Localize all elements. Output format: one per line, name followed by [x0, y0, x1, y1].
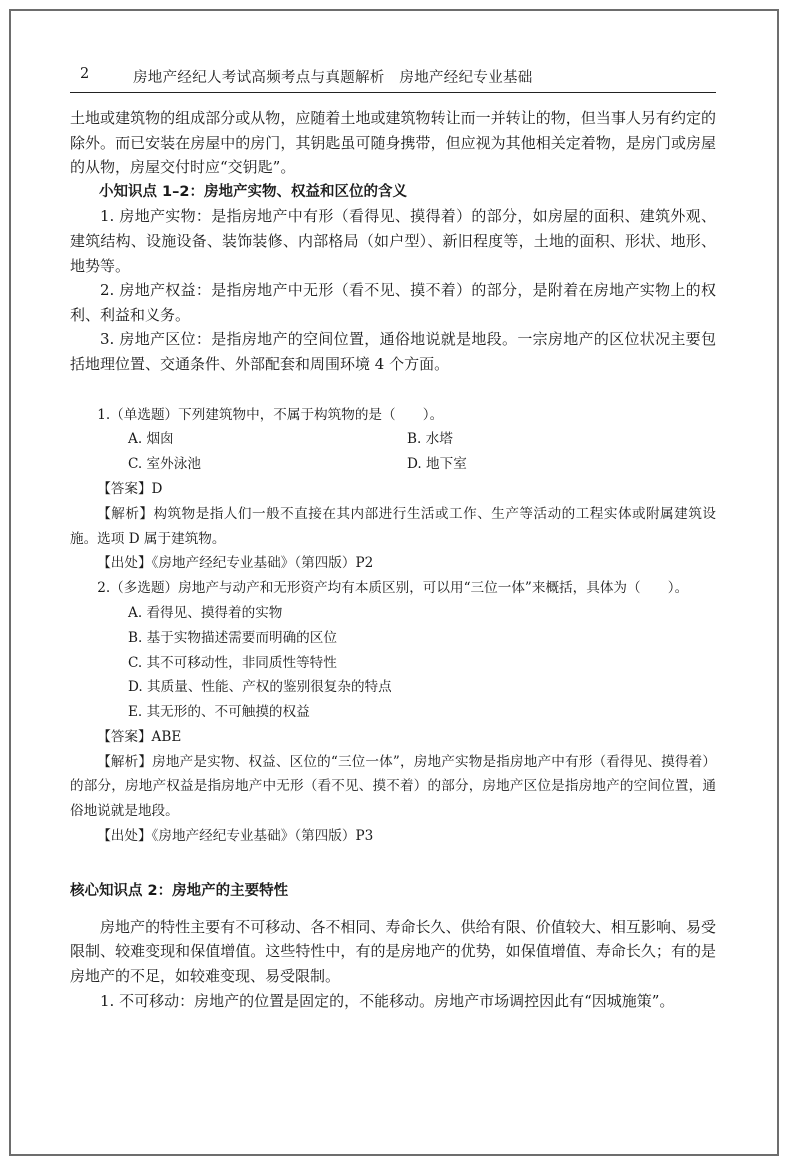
- core-point-heading: 核心知识点 2：房地产的主要特性: [70, 882, 289, 899]
- option-a: A. 看得见、摸得着的实物: [128, 604, 283, 621]
- source-line: 【出处】《房地产经纪专业基础》（第四版）P3: [97, 828, 374, 845]
- page-content: [70, 106, 716, 1013]
- page-number: 2: [80, 66, 90, 82]
- subpoint-item-3: 3. 房地产区位：是指房地产的空间位置，通俗地说就是地段。一宗房地产的区位状况主要包括地理位置、交通条件、外部配套和周围环境 4 个方面。: [70, 330, 716, 373]
- core-point-item-1: 1. 不可移动：房地产的位置是固定的，不能移动。房地产市场调控因此有“因城施策”。: [100, 991, 675, 1010]
- core-point-paragraph: 房地产的特性主要有不可移动、各不相同、寿命长久、供给有限、价值较大、相互影响、易受限制、较难变现和保值增值。这些特性中，有的是房地产的优势，如保值增值、寿命长久；有的是房地产的不足，如较难变现、易受限制。: [70, 917, 716, 986]
- question-1: [70, 403, 716, 577]
- option-e: E. 其无形的、不可触摸的权益: [128, 704, 310, 721]
- intro-paragraph: 土地或建筑物的组成部分或从物，应随着土地或建筑物转让而一并转让的物，但当事人另有约定的除外。而已安装在房屋中的房门，其钥匙虽可随身携带，但应视为其他相关定着物，是房门或房屋的从物，房屋交付时应“交钥匙”。: [70, 109, 716, 177]
- option-d: D. 地下室: [407, 456, 467, 473]
- source-line: 【出处】《房地产经纪专业基础》（第四版）P2: [97, 555, 374, 572]
- analysis-text: 【解析】构筑物是指人们一般不直接在其内部进行生活或工作、生产等活动的工程实体或附属建筑设施。选项 D 属于建筑物。: [70, 505, 716, 547]
- answer-line: 【答案】ABE: [97, 728, 182, 745]
- option-c: C. 室外泳池: [128, 456, 201, 473]
- subpoint-item-1: 1. 房地产实物：是指房地产中有形（看得见、摸得着）的部分，如房屋的面积、建筑外观、建筑结构、设施设备、装饰装修、内部格局（如户型）、新旧程度等，土地的面积、形状、地形、地势等。: [70, 207, 716, 275]
- subpoint-item-2: 2. 房地产权益：是指房地产中无形（看不见、摸不着）的部分，是附着在房地产实物上的权利、利益和义务。: [70, 281, 716, 324]
- question-stem: 2.（多选题）房地产与动产和无形资产均有本质区别，可以用“三位一体”来概括，具体为（ ）。: [97, 580, 689, 597]
- option-d: D. 其质量、性能、产权的鉴别很复杂的特点: [128, 679, 392, 696]
- option-b: B. 水塔: [407, 431, 453, 448]
- running-header: [70, 66, 716, 93]
- book-title: 房地产经纪人考试高频考点与真题解析 房地产经纪专业基础: [133, 70, 533, 86]
- option-a: A. 烟囱: [128, 431, 174, 448]
- options-grid: [70, 427, 716, 477]
- analysis-text: 【解析】房地产是实物、权益、区位的“三位一体”，房地产实物是指房地产中有形（看得见、摸得着）的部分，房地产权益是指房地产中无形（看不见、摸不着）的部分，房地产区位是指房地产的空间位置，通俗地说就是地段。: [70, 753, 716, 820]
- question-2: [70, 576, 716, 849]
- subpoint-heading: 小知识点 1–2：房地产实物、权益和区位的含义: [99, 183, 407, 200]
- answer-line: 【答案】D: [97, 480, 163, 497]
- option-c: C. 其不可移动性，非同质性等特性: [128, 654, 337, 671]
- question-stem: 1.（单选题）下列建筑物中，不属于构筑物的是（ ）。: [97, 406, 444, 423]
- option-b: B. 基于实物描述需要而明确的区位: [128, 629, 337, 646]
